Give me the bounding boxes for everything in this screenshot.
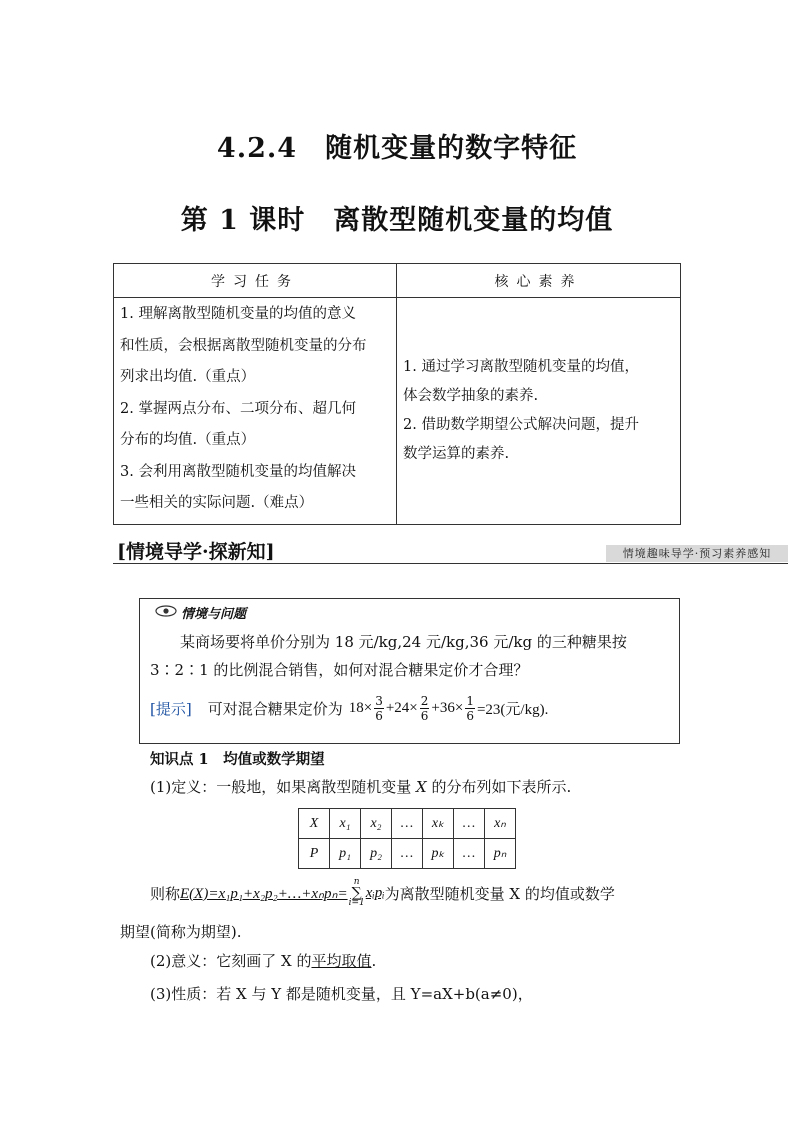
fraction: $\frac{3}{6}$ (375, 694, 383, 723)
formula-term: =23(元/kg). (476, 702, 549, 718)
formula-term: +24× (385, 700, 418, 716)
task-line: 和性质，会根据离散型随机变量的分布 (120, 337, 367, 354)
formula-term: +36× (431, 700, 464, 716)
table-header-literacy: 核心素养 (397, 264, 681, 298)
expectation-formula: E(X)=x₁p₁+x₂p₂+…+xₙpₙ= (180, 885, 348, 902)
meaning-line: (2)意义：它刻画了 X 的平均取值. (150, 952, 377, 970)
knowledge-point-title: 知识点 1 均值或数学期望 (150, 751, 325, 768)
sum-notation: n ∑ i=1 (348, 877, 365, 908)
scenario-header-label: 情境与问题 (181, 607, 247, 622)
scenario-header (155, 603, 246, 622)
table-row: X x₁ x₂ … xₖ … xₙ (299, 809, 516, 839)
fraction: $\frac{2}{6}$ (420, 694, 429, 723)
task-line: 一些相关的实际问题.（难点） (120, 495, 314, 511)
learning-goals-table (113, 263, 681, 525)
section-heading: [情境导学·探新知] (117, 541, 275, 563)
section-divider (113, 563, 788, 564)
task-line: 1. 理解离散型随机变量的均值的意义 (120, 306, 356, 322)
section-tag: 情境趣味导学·预习素养感知 (606, 545, 788, 562)
hint-label: [提示] (150, 700, 192, 718)
expectation-line-2: 期望(简称为期望). (120, 923, 242, 941)
hint-line (150, 694, 548, 723)
property-line: (3)性质：若 X 与 Y 都是随机变量，且 Y=aX+b(a≠0)， (150, 985, 533, 1003)
literacy-line: 1. 通过学习离散型随机变量的均值， (403, 358, 639, 375)
literacy-line: 2. 借助数学期望公式解决问题，提升 (403, 416, 639, 433)
task-line: 分布的均值.（重点） (120, 432, 256, 448)
hint-text: 可对混合糖果定价为 (207, 700, 343, 718)
literacy-line: 体会数学抽象的素养. (403, 387, 539, 404)
fraction: $\frac{1}{6}$ (466, 694, 474, 723)
distribution-table (298, 808, 516, 869)
table-row: P p₁ p₂ … pₖ … pₙ (299, 839, 516, 869)
formula-term: 18× (348, 700, 373, 716)
task-line: 3. 会利用离散型随机变量的均值解决 (120, 463, 356, 480)
expectation-line: 则称 E(X)=x₁p₁+x₂p₂+…+xₙpₙ= n ∑ i=1 xᵢpᵢ 为离散型随机变量 X 的均值或数学 (150, 877, 615, 908)
literacy-cell (397, 298, 681, 525)
section-title: 4.2.4 随机变量的数字特征 (216, 133, 578, 164)
eye-icon (155, 605, 177, 621)
table-header-tasks: 学习任务 (114, 264, 397, 298)
tasks-cell (114, 298, 397, 525)
literacy-line: 数学运算的素养. (403, 445, 510, 462)
lesson-title: 第 1 课时 离散型随机变量的均值 (180, 205, 614, 236)
task-line: 2. 掌握两点分布、二项分布、超几何 (120, 400, 356, 417)
definition-line: (1)定义：一般地，如果离散型随机变量 X 的分布列如下表所示. (150, 778, 572, 796)
scenario-text: 某商场要将单价分别为 18 元/kg,24 元/kg,36 元/kg 的三种糖果按 3∶2∶1 的比例混合销售，如何对混合糖果定价才合理？ (150, 633, 627, 679)
task-line: 列求出均值.（重点） (120, 369, 256, 385)
